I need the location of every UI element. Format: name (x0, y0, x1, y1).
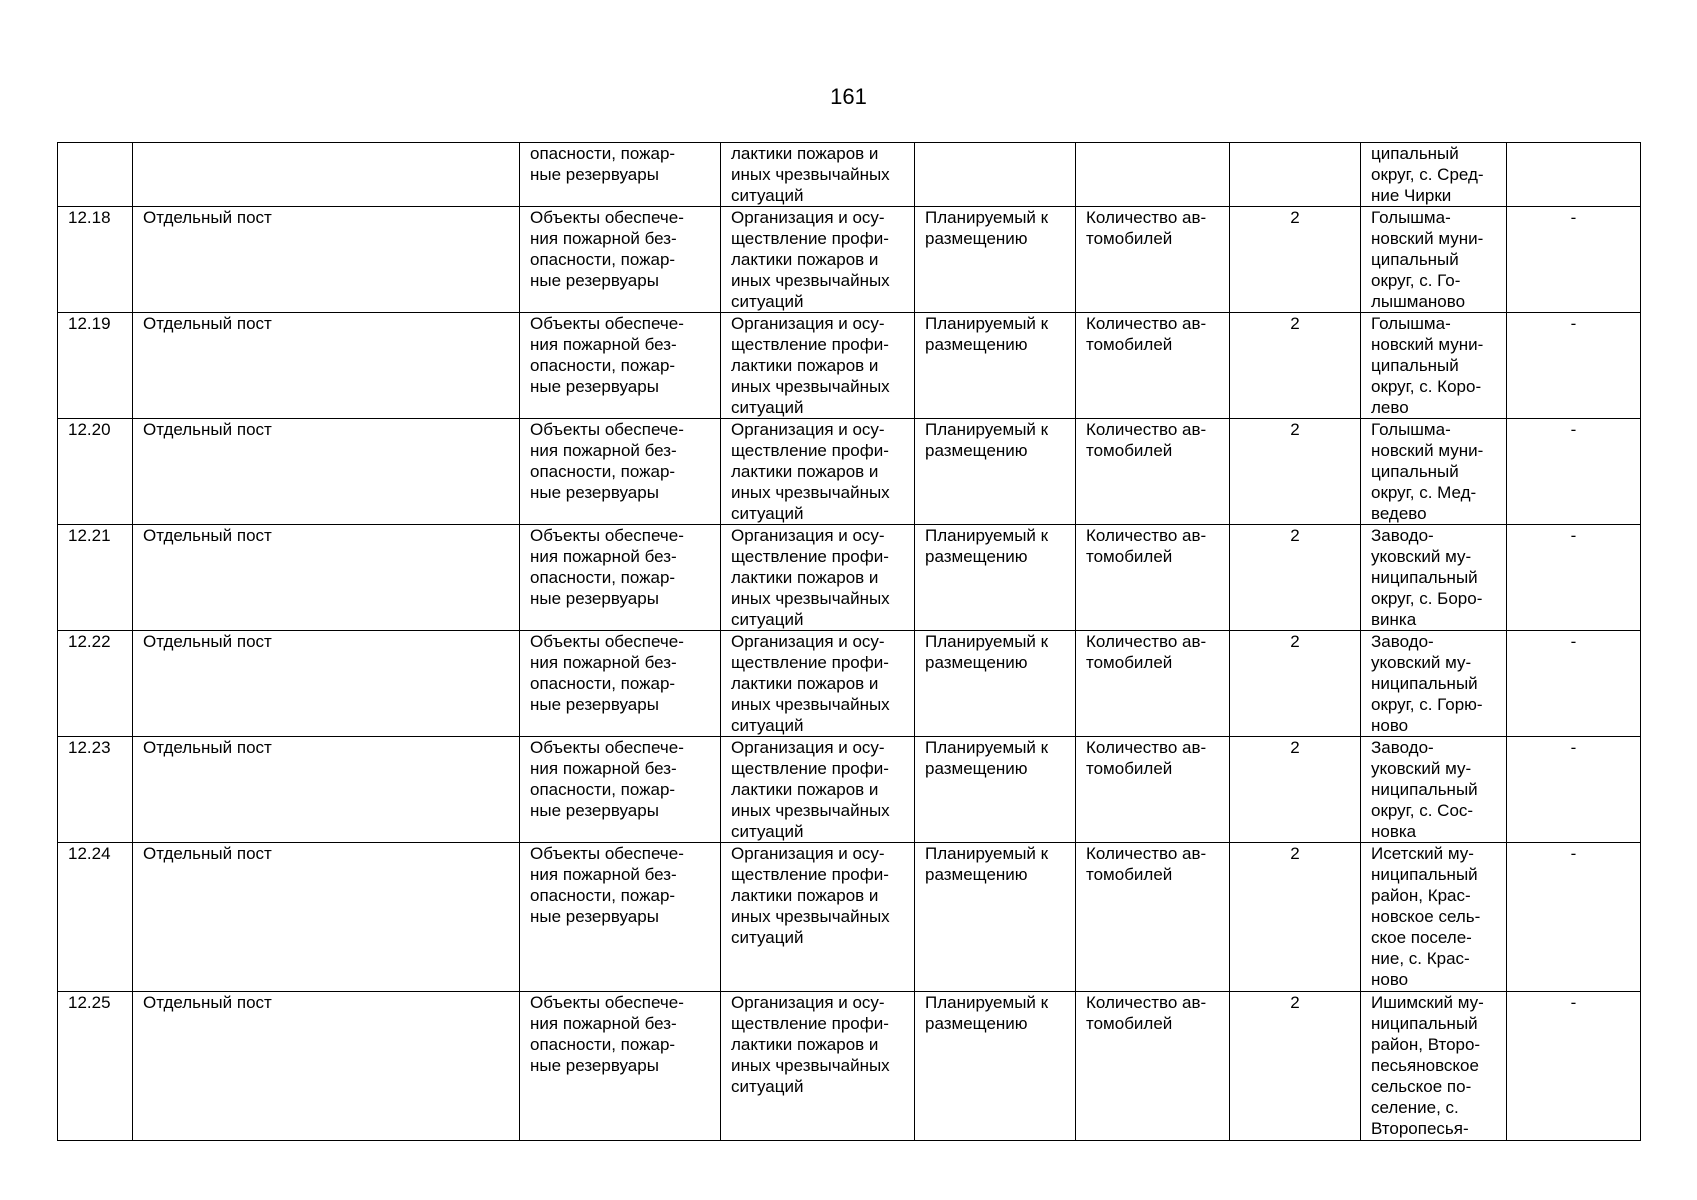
cell-name: Отдельный пост (133, 843, 520, 992)
cell-status: Планируемый к размещению (915, 207, 1076, 313)
cell-name: Отдельный пост (133, 992, 520, 1141)
cell-note (1507, 143, 1641, 207)
cell-number: 12.19 (58, 313, 133, 419)
cell-status (915, 143, 1076, 207)
cell-parameter: Количество ав- томобилей (1076, 992, 1230, 1141)
cell-parameter: Количество ав- томобилей (1076, 525, 1230, 631)
cell-note: - (1507, 992, 1641, 1141)
table-row (58, 419, 1641, 525)
cell-location: Голышма- новский муни- ципальный округ, с. Го- лышманово (1361, 207, 1507, 313)
cell-value: 2 (1230, 313, 1361, 419)
table-row (58, 737, 1641, 843)
cell-parameter: Количество ав- томобилей (1076, 207, 1230, 313)
cell-category: Объекты обеспече- ния пожарной без- опасности, пожар- ные резервуары (520, 737, 721, 843)
table-row (58, 843, 1641, 992)
cell-value: 2 (1230, 737, 1361, 843)
page-number: 161 (830, 84, 867, 109)
cell-name: Отдельный пост (133, 737, 520, 843)
cell-parameter: Количество ав- томобилей (1076, 737, 1230, 843)
cell-number: 12.20 (58, 419, 133, 525)
cell-category: Объекты обеспече- ния пожарной без- опасности, пожар- ные резервуары (520, 207, 721, 313)
cell-number: 12.18 (58, 207, 133, 313)
cell-value: 2 (1230, 525, 1361, 631)
cell-note: - (1507, 207, 1641, 313)
table-row (58, 207, 1641, 313)
cell-purpose: Организация и осу- ществление профи- лактики пожаров и иных чрезвычайных ситуаций (721, 207, 915, 313)
cell-status: Планируемый к размещению (915, 631, 1076, 737)
cell-name: Отдельный пост (133, 207, 520, 313)
facilities-table (57, 142, 1641, 1141)
cell-number: 12.25 (58, 992, 133, 1141)
cell-number: 12.23 (58, 737, 133, 843)
cell-value: 2 (1230, 631, 1361, 737)
cell-category: опасности, пожар- ные резервуары (520, 143, 721, 207)
cell-purpose: Организация и осу- ществление профи- лактики пожаров и иных чрезвычайных ситуаций (721, 419, 915, 525)
cell-note: - (1507, 631, 1641, 737)
cell-location: Заводо- уковский му- ниципальный округ, с. Горю- ново (1361, 631, 1507, 737)
cell-purpose: Организация и осу- ществление профи- лактики пожаров и иных чрезвычайных ситуаций (721, 525, 915, 631)
cell-status: Планируемый к размещению (915, 419, 1076, 525)
table-row (58, 143, 1641, 207)
cell-name: Отдельный пост (133, 313, 520, 419)
cell-location: Заводо- уковский му- ниципальный округ, с. Сос- новка (1361, 737, 1507, 843)
cell-name (133, 143, 520, 207)
cell-purpose: Организация и осу- ществление профи- лактики пожаров и иных чрезвычайных ситуаций (721, 843, 915, 992)
table-row (58, 313, 1641, 419)
cell-value: 2 (1230, 207, 1361, 313)
cell-category: Объекты обеспече- ния пожарной без- опасности, пожар- ные резервуары (520, 631, 721, 737)
cell-category: Объекты обеспече- ния пожарной без- опасности, пожар- ные резервуары (520, 419, 721, 525)
table-row (58, 631, 1641, 737)
cell-name: Отдельный пост (133, 419, 520, 525)
cell-parameter (1076, 143, 1230, 207)
cell-note: - (1507, 843, 1641, 992)
cell-status: Планируемый к размещению (915, 313, 1076, 419)
cell-category: Объекты обеспече- ния пожарной без- опасности, пожар- ные резервуары (520, 992, 721, 1141)
cell-location: Голышма- новский муни- ципальный округ, с. Коро- лево (1361, 313, 1507, 419)
cell-purpose: Организация и осу- ществление профи- лактики пожаров и иных чрезвычайных ситуаций (721, 313, 915, 419)
cell-purpose: Организация и осу- ществление профи- лактики пожаров и иных чрезвычайных ситуаций (721, 992, 915, 1141)
cell-parameter: Количество ав- томобилей (1076, 631, 1230, 737)
cell-value: 2 (1230, 419, 1361, 525)
cell-location: Ишимский му- ниципальный район, Второ- песьяновское сельское по- селение, с. Второпесья- (1361, 992, 1507, 1141)
cell-purpose: Организация и осу- ществление профи- лактики пожаров и иных чрезвычайных ситуаций (721, 737, 915, 843)
cell-location: Голышма- новский муни- ципальный округ, с. Мед- ведево (1361, 419, 1507, 525)
cell-status: Планируемый к размещению (915, 843, 1076, 992)
cell-number: 12.24 (58, 843, 133, 992)
table-row (58, 525, 1641, 631)
cell-location: Исетский му- ниципальный район, Крас- новское сель- ское поселе- ние, с. Крас- ново (1361, 843, 1507, 992)
cell-number (58, 143, 133, 207)
cell-purpose: Организация и осу- ществление профи- лактики пожаров и иных чрезвычайных ситуаций (721, 631, 915, 737)
cell-name: Отдельный пост (133, 525, 520, 631)
cell-category: Объекты обеспече- ния пожарной без- опасности, пожар- ные резервуары (520, 843, 721, 992)
cell-value: 2 (1230, 843, 1361, 992)
cell-note: - (1507, 737, 1641, 843)
cell-parameter: Количество ав- томобилей (1076, 843, 1230, 992)
cell-location: Заводо- уковский му- ниципальный округ, с. Боро- винка (1361, 525, 1507, 631)
cell-parameter: Количество ав- томобилей (1076, 419, 1230, 525)
cell-location: ципальный округ, с. Сред- ние Чирки (1361, 143, 1507, 207)
cell-category: Объекты обеспече- ния пожарной без- опасности, пожар- ные резервуары (520, 525, 721, 631)
cell-status: Планируемый к размещению (915, 992, 1076, 1141)
cell-purpose: лактики пожаров и иных чрезвычайных ситуаций (721, 143, 915, 207)
cell-value: 2 (1230, 992, 1361, 1141)
cell-note: - (1507, 525, 1641, 631)
table-row (58, 992, 1641, 1141)
cell-status: Планируемый к размещению (915, 525, 1076, 631)
cell-note: - (1507, 313, 1641, 419)
cell-note: - (1507, 419, 1641, 525)
cell-value (1230, 143, 1361, 207)
cell-status: Планируемый к размещению (915, 737, 1076, 843)
cell-number: 12.21 (58, 525, 133, 631)
cell-number: 12.22 (58, 631, 133, 737)
cell-name: Отдельный пост (133, 631, 520, 737)
cell-category: Объекты обеспече- ния пожарной без- опасности, пожар- ные резервуары (520, 313, 721, 419)
cell-parameter: Количество ав- томобилей (1076, 313, 1230, 419)
